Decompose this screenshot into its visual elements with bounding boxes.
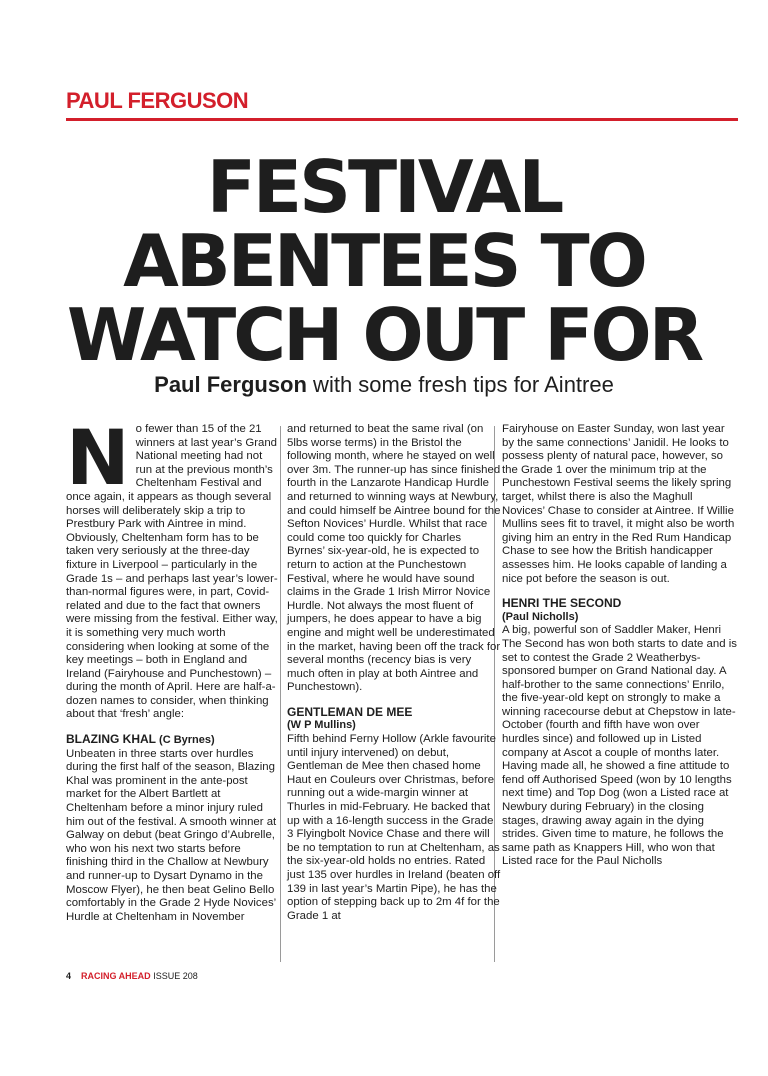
page-title xyxy=(40,145,728,377)
horse-trainer: (W P Mullins) xyxy=(287,719,356,732)
article-column-3 xyxy=(502,423,738,869)
section-text: and returned to beat the same rival (on 5lbs worse terms) in the Bristol the following month, where he stayed on well over 3m. The runner-up has since finished fourth in the Lanzarote Handicap Hurdle and returned to winning ways at Newbury, and could himself be Aintree bound for the Sefton Novices’ Hurdle. Whilst that race could come too quickly for Charles Byrnes’ six-year-old, he is expected to return to action at the Punchestown Festival, where he would have sound claims in the Grade 1 Irish Mirror Novice Hurdle. Not always the most fluent of jumpers, he does appear to have a big engine and might well be underestimated in the market, having been off the track for several months (recency bias is very much often in play at both Aintree and Punchestown). xyxy=(287,423,501,694)
page-footer xyxy=(66,971,198,981)
article-column-1 xyxy=(66,413,280,924)
section-text: Unbeaten in three starts over hurdles during the first half of the season, Blazing Khal was prominent in the ante-post market for the Albert Bartlett at Cheltenham before a minor injury ruled him out of the festival. A smooth winner at Galway on debut (beat Gringo d’Aubrelle, who won his next two starts before finishing third in the Challow at Newbury and runner-up to Dysart Dynamo in the Moscow Flyer), he then beat Gelino Bello comfortably in the Grade 2 Hyde Novices’ Hurdle at Cheltenham in November xyxy=(66,747,277,923)
section-text: Fairyhouse on Easter Sunday, won last year by the same connections’ Janidil. He looks to possess plenty of natural pace, however, so the Grade 1 over the minimum trip at the Punchestown Festival seems the likely spring target, whilst there is also the Maghull Novices’ Chase to consider at Aintree. If Willie Mullins sees fit to travel, it might also be worth giving him an entry in the Red Rum Handicap Chase to see how the British handicapper assesses him. He looks capable of landing a nice pot before the season is out. xyxy=(502,423,735,585)
author-byline: PAUL FERGUSON xyxy=(66,88,249,113)
standfirst-author: Paul Ferguson xyxy=(154,372,307,397)
standfirst xyxy=(40,372,728,398)
column-divider xyxy=(280,426,281,962)
horse-trainer: (C Byrnes) xyxy=(156,734,215,747)
drop-cap: N xyxy=(66,413,130,502)
issue-number: ISSUE 208 xyxy=(150,971,198,981)
horse-section-heading xyxy=(502,597,738,624)
horse-name: HENRI THE SECOND xyxy=(502,596,622,611)
section-text: Fifth behind Ferny Hollow (Arkle favourite until injury intervened) on debut, Gentleman de Mee then chased home Haut en Couleurs over Christmas, before running out a wide-margin winner at Thurles in mid-February. He backed that up with a 16-length success in the Grade 3 Flyingbolt Novice Chase and there will be no temptation to run at Cheltenham, as the six-year-old holds no entries. Rated just 135 over hurdles in Ireland (beaten off 139 in last year’s Martin Pipe), he has the option of stepping back up to 2m 4f for the Grade 1 at xyxy=(287,733,501,922)
horse-name: BLAZING KHAL xyxy=(66,732,156,747)
article-column-2 xyxy=(287,423,501,923)
standfirst-text: with some fresh tips for Aintree xyxy=(306,372,614,397)
section-text: A big, powerful son of Saddler Maker, Henri The Second has won both starts to date and is set to contest the Grade 2 Weatherbys-sponsored bumper on Grand National day. A half-brother to the same connections’ Enrilo, the five-year-old kept on strongly to make a winning racecourse debut at Chepstow in late-October (fourth and fifth have won over hurdles since) and followed up in Listed company at Ascot a couple of months later. Having made all, he showed a fine attitude to fend off Authorised Speed (won by 10 lengths next time) and Top Dog (won a Listed race at Newbury during February) in the closing stages, drawing away again in the dying strides. Given time to mature, he follows the same path as Knappers Hill, who won that Listed race for the Paul Nicholls xyxy=(502,624,737,868)
horse-trainer: (Paul Nicholls) xyxy=(502,610,579,623)
intro-paragraph xyxy=(66,413,280,722)
page-number: 4 xyxy=(66,971,72,981)
headline-line-1: FESTIVAL xyxy=(206,145,562,229)
intro-text: o fewer than 15 of the 21 winners at last year’s Grand National meeting had not run at the previous month’s Cheltenham Festival and once again, it appears as though several horses will deliberately skip a trip to Prestbury Park with Aintree in mind. Obviously, Cheltenham form has to be taken very seriously at the three-day fixture in Liverpool – particularly in the Grade 1s – and perhaps last year’s lower-than-normal figures were, in part, Covid-related and due to the fact that owners were missing from the festival. Either way, it is something very much worth considering when looking at some of the key meetings – both in England and Ireland (Fairyhouse and Punchestown) – during the month of April. Here are half-a-dozen names to consider, when thinking about that ‘fresh’ angle: xyxy=(66,423,278,721)
header-rule xyxy=(66,118,738,121)
headline-line-2: ABENTEES TO xyxy=(123,219,645,303)
horse-name: GENTLEMAN DE MEE xyxy=(287,704,413,719)
magazine-name: RACING AHEAD xyxy=(81,971,151,981)
horse-section-heading xyxy=(66,733,280,748)
headline-line-3: WATCH OUT FOR xyxy=(66,293,702,377)
horse-section-heading xyxy=(287,706,501,733)
